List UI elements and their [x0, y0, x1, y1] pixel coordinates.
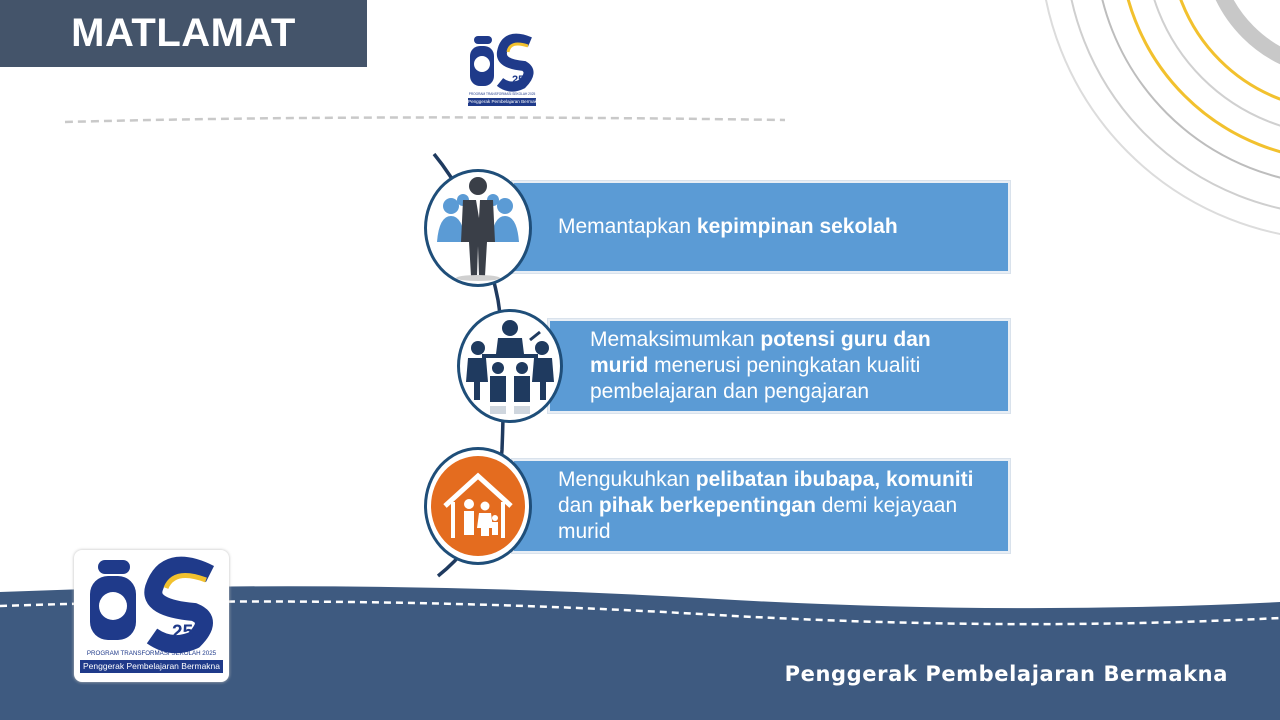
goal-icon-circle-1 [424, 169, 532, 287]
leader-icon [427, 172, 529, 284]
goal-text-3: Mengukuhkan pelibatan ibubapa, komuniti dan pihak berkepentingan demi kejayaan murid [558, 468, 974, 543]
goal-text-1: Memantapkan kepimpinan sekolah [558, 215, 898, 238]
program-logo-large [74, 550, 229, 682]
page-title: MATLAMAT [71, 11, 296, 55]
goal-bar-2 [548, 319, 1010, 413]
footer-tagline: Penggerak Pembelajaran Bermakna [784, 662, 1228, 686]
program-logo-small [466, 32, 543, 108]
logo-number: 25 [512, 74, 525, 86]
goal-icon-circle-2 [457, 309, 563, 423]
ts25-logo-icon [466, 32, 538, 94]
goal-icon-circle-3 [424, 447, 532, 565]
teacher-meeting-icon [460, 312, 560, 420]
goal-text-2: Memaksimumkan potensi guru dan murid menerusi peningkatan kualiti pembelajaran dan pengajaran [590, 328, 931, 403]
logo-large-number: 25 [172, 622, 194, 643]
ts25-logo-large-icon [82, 554, 222, 654]
title-divider [60, 112, 790, 132]
logo-caption: PROGRAM TRANSFORMASI SEKOLAH 2025 [468, 92, 536, 96]
logo-banner: Penggerak Pembelajaran Bermakna [468, 99, 543, 104]
logo-large-caption: PROGRAM TRANSFORMASI SEKOLAH 2025 [86, 650, 217, 657]
goal-bar-1 [512, 181, 1010, 273]
title-banner [0, 0, 367, 67]
logo-large-banner: Penggerak Pembelajaran Bermakna [80, 660, 223, 673]
family-house-icon [431, 456, 525, 556]
goal-bar-3 [512, 459, 1010, 553]
